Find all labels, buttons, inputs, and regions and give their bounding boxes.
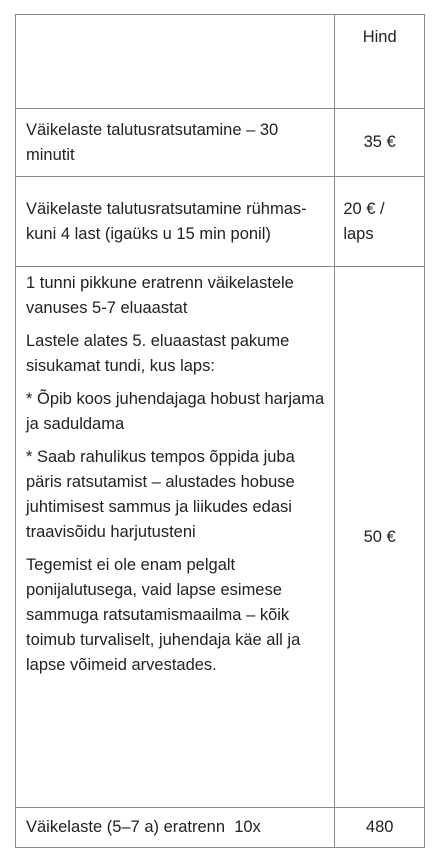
description-paragraph: Tegemist ei ole enam pelgalt ponijalutusega, vaid lapse esimese sammuga ratsutamismaailma – kõik toimub turvaliselt, juhendaja käe all ja lapse võimeid arvestades. [26, 556, 301, 674]
service-price: 35 € [335, 109, 425, 177]
service-description: Väikelaste (5–7 a) eratrenn 10x [16, 808, 335, 848]
service-description [16, 267, 335, 808]
table-row [16, 808, 425, 848]
service-description: Väikelaste talutusratsutamine – 30 minutit [16, 109, 335, 177]
description-paragraph: * Õpib koos juhendajaga hobust harjama ja saduldama [26, 390, 325, 433]
table-row [16, 177, 425, 267]
description-paragraph: Lastele alates 5. eluaastast pakume sisukamat tundi, kus laps: [26, 332, 290, 375]
table-header-row [16, 15, 425, 109]
table-row [16, 109, 425, 177]
description-paragraph: 1 tunni pikkune eratrenn väikelastele vanuses 5-7 eluaastat [26, 274, 294, 317]
price-table [15, 14, 425, 848]
table-row [16, 267, 425, 808]
header-desc-cell [16, 15, 335, 109]
description-paragraph: * Saab rahulikus tempos õppida juba päris ratsutamist – alustades hobuse juhtimisest sammus ja liikudes edasi traavisõidu harjutusteni [26, 448, 295, 541]
header-price-cell: Hind [335, 15, 425, 109]
service-price: 50 € [335, 267, 425, 808]
service-description: Väikelaste talutusratsutamine rühmas- kuni 4 last (igaüks u 15 min ponil) [16, 177, 335, 267]
service-price: 480 [335, 808, 425, 848]
service-price: 20 € / laps [335, 177, 425, 267]
